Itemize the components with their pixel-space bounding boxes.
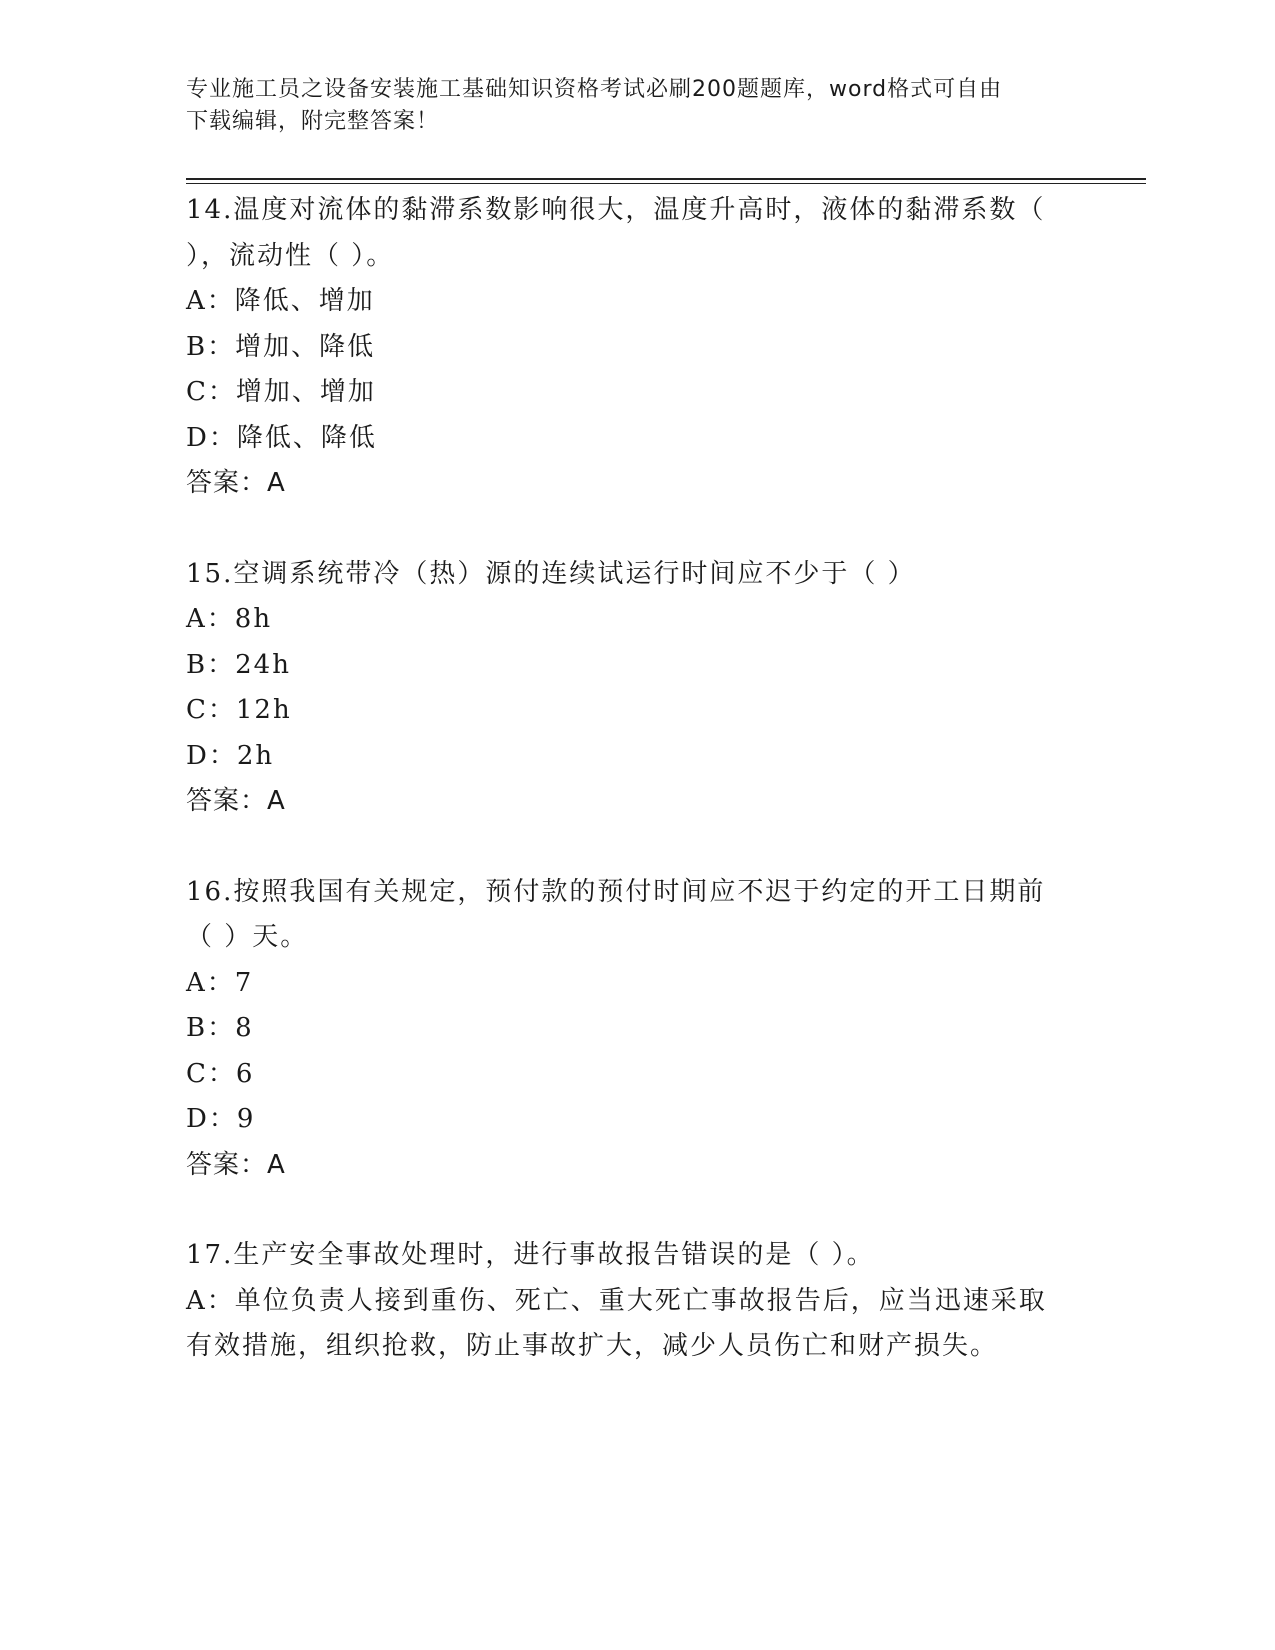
answer-label: 答案：A <box>186 468 286 498</box>
option-b: B：8 <box>186 1013 254 1043</box>
option-c: C：6 <box>186 1058 255 1089</box>
answer-label: 答案：A <box>186 1149 286 1180</box>
question-text-line: 15.空调系统带冷（热）源的连续试运行时间应不少于（ ） <box>186 558 916 589</box>
question-text-line: 14.温度对流体的黏滞系数影响很大，温度升高时，液体的黏滞系数（ <box>186 195 1046 225</box>
option-d: D：2h <box>186 740 275 771</box>
question-text-line: 16.按照我国有关规定，预付款的预付时间应不迟于约定的开工日期前 <box>186 876 1046 907</box>
question-text-line: ），流动性（ ）。 <box>186 240 395 271</box>
header-line-2: 下载编辑，附完整答案！ <box>186 109 440 134</box>
question-16 <box>186 870 1076 1189</box>
answer-label: 答案：A <box>186 786 286 816</box>
question-15 <box>186 552 1076 825</box>
option-a: A：7 <box>186 967 254 998</box>
header-divider-thin <box>186 183 1146 184</box>
header-divider-thick <box>186 178 1146 180</box>
option-d: D：降低、降低 <box>186 422 377 453</box>
option-a: A：单位负责人接到重伤、死亡、重大死亡事故报告后，应当迅速采取 <box>186 1285 1047 1316</box>
option-d: D：9 <box>186 1104 256 1134</box>
option-b: B：增加、降低 <box>186 331 376 362</box>
option-a: A：降低、增加 <box>186 286 375 316</box>
option-c: C：增加、增加 <box>186 377 376 407</box>
question-text-line: 17.生产安全事故处理时，进行事故报告错误的是（ ）。 <box>186 1240 875 1270</box>
option-c: C：12h <box>186 695 292 725</box>
header-line-1: 专业施工员之设备安装施工基础知识资格考试必刷200题题库，word格式可自由 <box>186 77 1003 102</box>
option-b: B：24h <box>186 649 291 680</box>
question-17 <box>186 1233 1076 1370</box>
question-list <box>186 188 1076 1370</box>
document-header <box>186 74 1066 138</box>
question-14 <box>186 188 1076 507</box>
option-a-continued: 有效措施，组织抢救，防止事故扩大，减少人员伤亡和财产损失。 <box>186 1331 999 1361</box>
question-text-line: （ ）天。 <box>186 922 309 952</box>
option-a: A：8h <box>186 604 273 634</box>
